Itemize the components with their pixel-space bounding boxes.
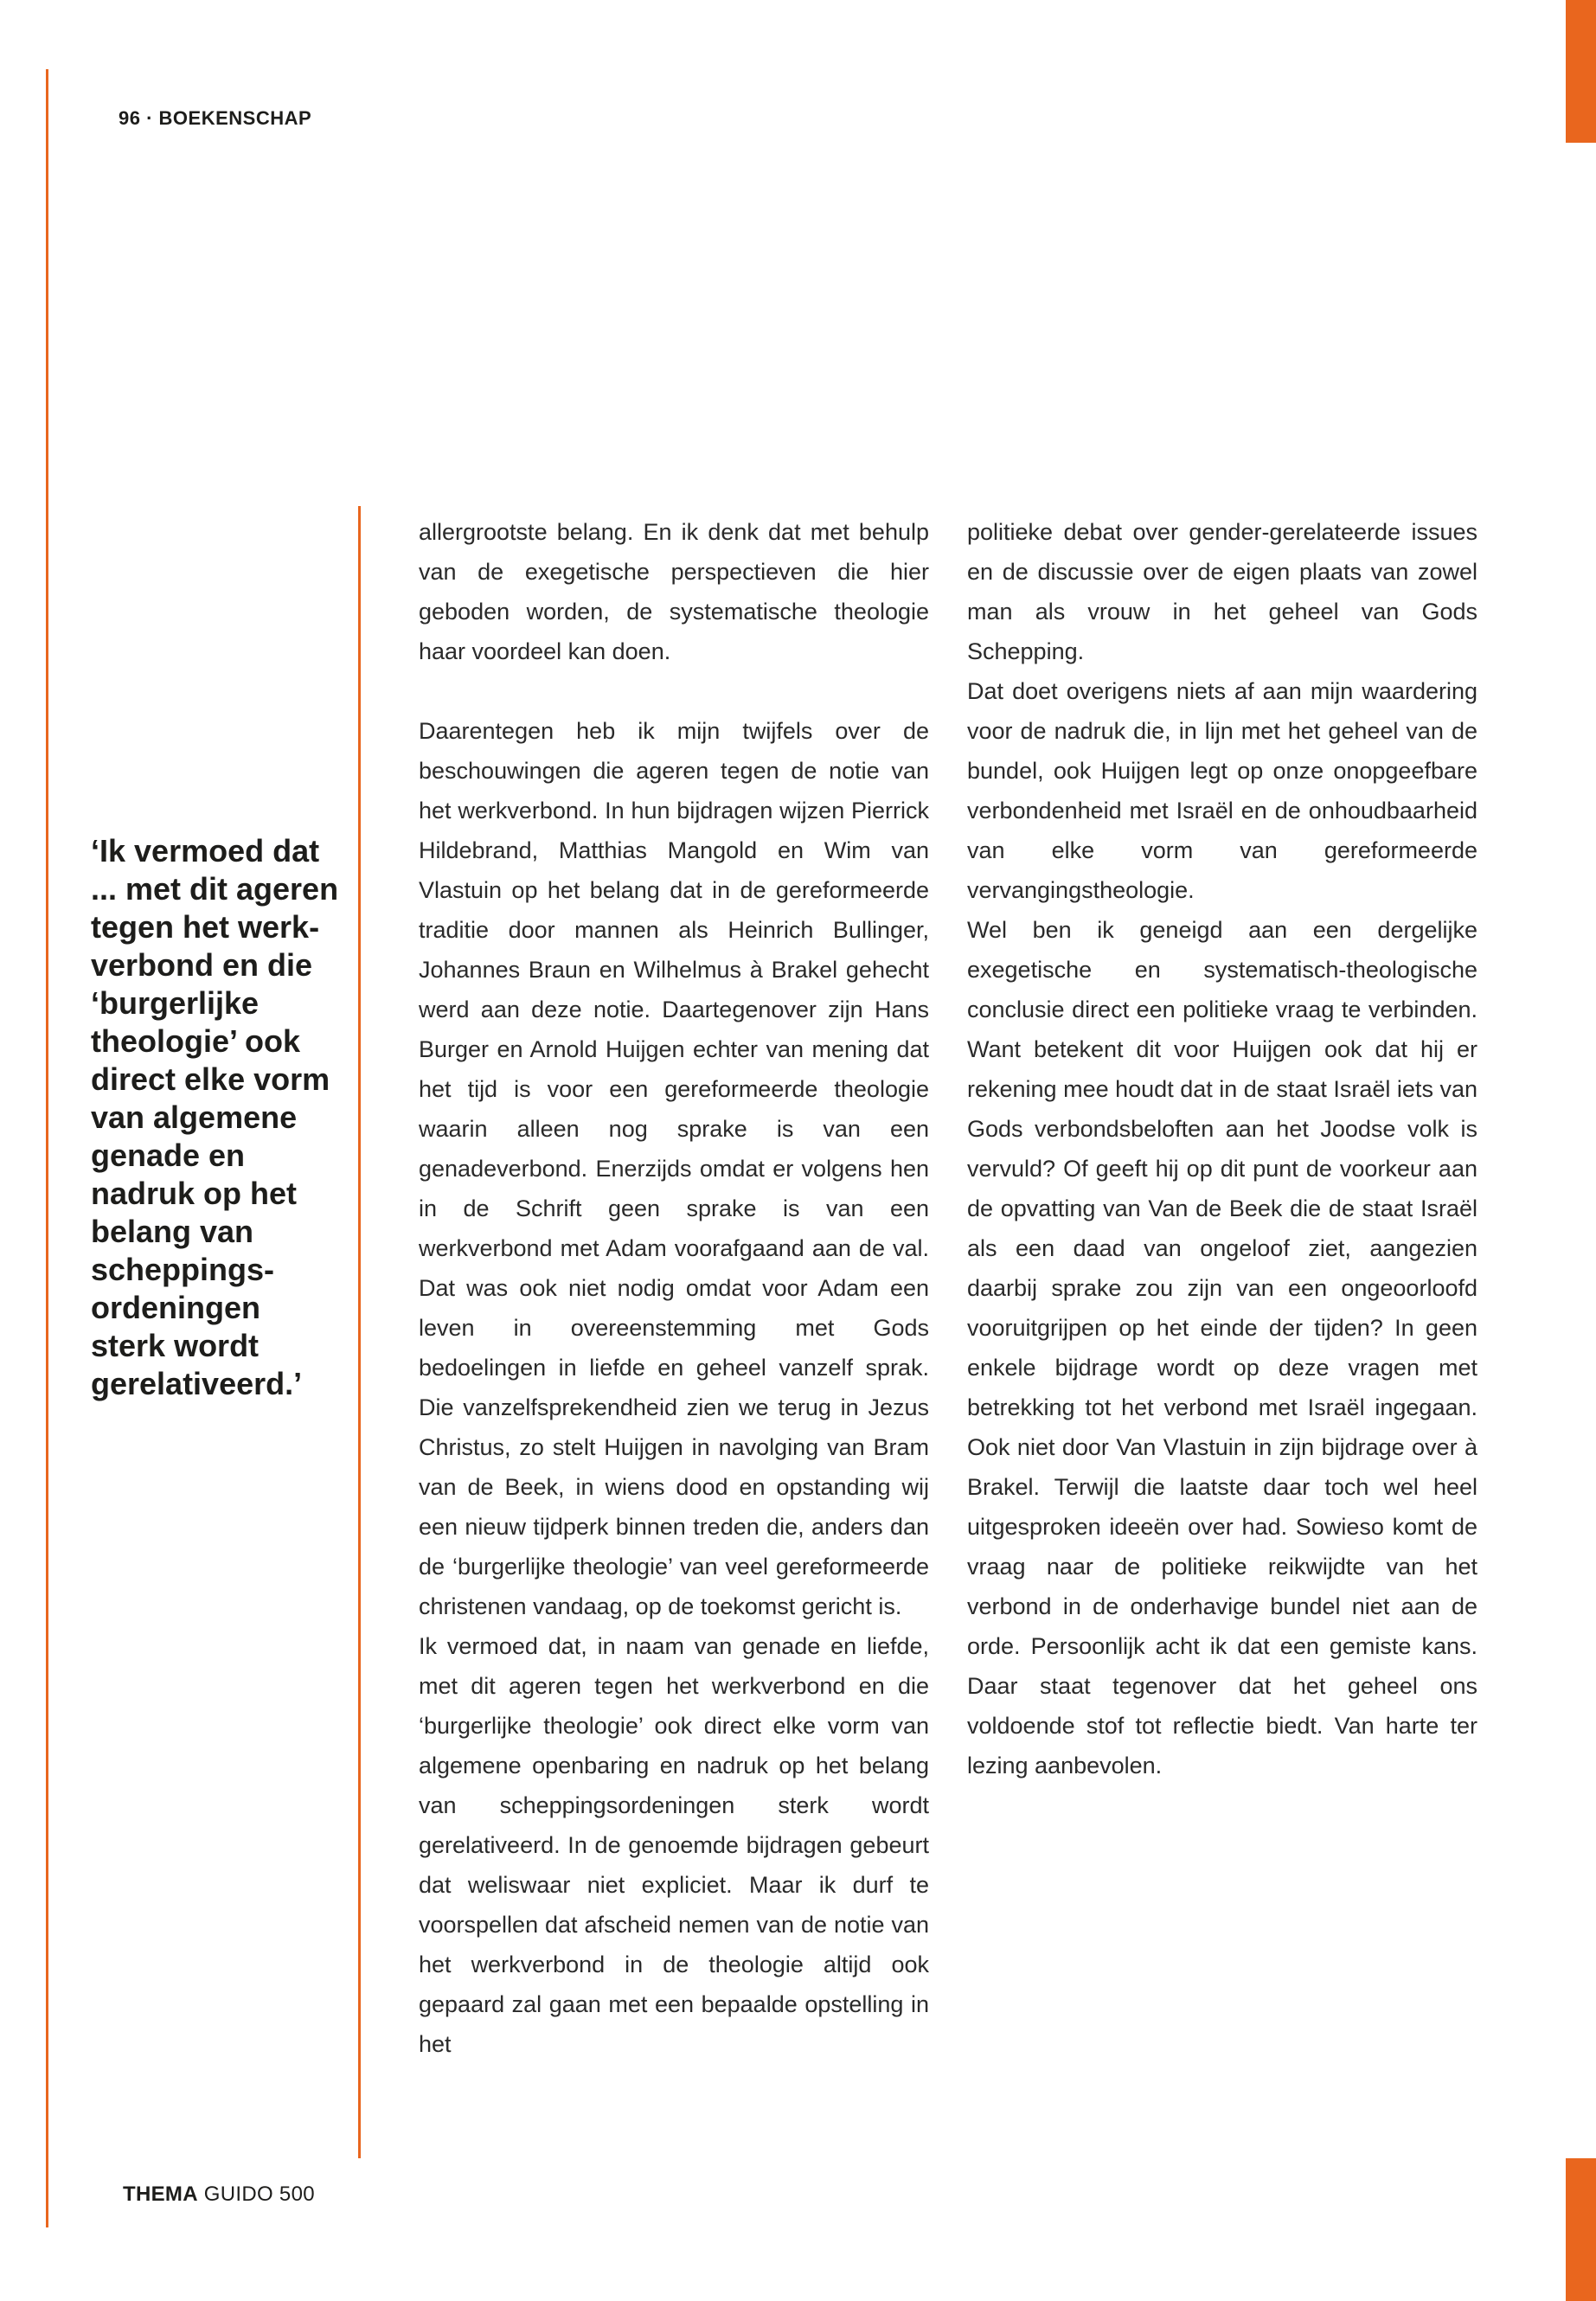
orange-edge-tab-top [1566, 0, 1596, 143]
paragraph: Dat doet overigens niets af aan mijn waardering voor de nadruk die, in lijn met het geheel van de bundel, ook Huijgen legt op onze onopgeefbare verbondenheid met Israël en de onhoudbaarheid van elke vorm van gereformeerde vervangingstheologie. [967, 678, 1477, 903]
text-column-left [419, 512, 929, 2064]
running-head: 96 · BOEKENSCHAP [119, 107, 312, 129]
paragraph: allergrootste belang. En ik denk dat met behulp van de exegetische perspectieven die hier geboden worden, de systematische theologie haar voordeel kan doen. [419, 519, 929, 664]
paragraph: Daarentegen heb ik mijn twijfels over de beschouwingen die ageren tegen de notie van het werkverbond. In hun bijdragen wijzen Pierrick Hildebrand, Matthias Mangold en Wim van Vlastuin op het belang dat in de gereformeerde traditie door mannen als Heinrich Bullinger, Johannes Braun en Wilhelmus à Brakel gehecht werd aan deze notie. Daartegenover zijn Hans Burger en Arnold Huijgen echter van mening dat het tijd is voor een gereformeerde theologie waarin alleen nog sprake is van een genadeverbond. Enerzijds omdat er volgens hen in de Schrift geen sprake is van een werkverbond met Adam voorafgaand aan de val. Dat was ook niet nodig omdat voor Adam een leven in overeenstemming met Gods bedoelingen in liefde en geheel vanzelf sprak. Die vanzelfsprekendheid zien we terug in Jezus Christus, zo stelt Huijgen in navolging van Bram van de Beek, in wiens dood en opstanding wij een nieuw tijdperk binnen treden die, anders dan de ‘burgerlijke theologie’ van veel gereformeerde christenen vandaag, op de toekomst gericht is. [419, 718, 929, 1619]
margin-rule [46, 69, 48, 2227]
pull-quote: ‘Ik vermoed dat ... met dit ageren tegen het werkverbond en die ‘burgerlijke theologie’ ook direct elke vorm van algemene genade en nadruk op het belang van scheppingsordeningen sterk wordt gerelativeerd.’ [91, 833, 339, 1401]
paragraph: Ik vermoed dat, in naam van genade en liefde, met dit ageren tegen het werkverbond en die ‘burgerlijke theologie’ ook direct elke vorm van algemene openbaring en nadruk op het belang van scheppingsordeningen sterk wordt gerelativeerd. In de genoemde bijdragen gebeurt dat weliswaar niet expliciet. Maar ik durf te voorspellen dat afscheid nemen van de notie van het werkverbond in de theologie altijd ook gepaard zal gaan met een bepaalde opstelling in het [419, 1633, 929, 2057]
column-rule [358, 506, 361, 2158]
orange-edge-tab-bottom [1566, 2158, 1596, 2301]
paragraph: Wel ben ik geneigd aan een dergelijke exegetische en systematisch-theologische conclusie direct een politieke vraag te verbinden. Want betekent dit voor Huijgen ook dat hij er rekening mee houdt dat in de staat Israël iets van Gods verbondsbeloften aan het Joodse volk is vervuld? Of geeft hij op dit punt de voorkeur aan de opvatting van Van de Beek die de staat Israël als een daad van ongeloof ziet, aangezien daarbij sprake zou zijn van een ongeoorloofd vooruitgrijpen op het einde der tijden? In geen enkele bijdrage wordt op deze vragen met betrekking tot het verbond met Israël ingegaan. Ook niet door Van Vlastuin in zijn bijdrage over à Brakel. Terwijl die laatste daar toch wel heel uitgesproken ideeën over had. Sowieso komt de vraag naar de politieke reikwijdte van het verbond in de onderhavige bundel niet aan de orde. Persoonlijk acht ik dat een gemiste kans. Daar staat tegenover dat het geheel ons voldoende stof tot reflectie biedt. Van harte ter lezing aanbevolen. [967, 917, 1477, 1779]
footer [123, 2182, 315, 2207]
footer-issue: GUIDO 500 [203, 2182, 315, 2206]
paragraph: politieke debat over gender-gerelateerde issues en de discussie over de eigen plaats van zowel man als vrouw in het geheel van Gods Schepping. [967, 519, 1477, 664]
footer-brand: THEMA [123, 2182, 198, 2206]
text-column-right [967, 512, 1477, 1785]
